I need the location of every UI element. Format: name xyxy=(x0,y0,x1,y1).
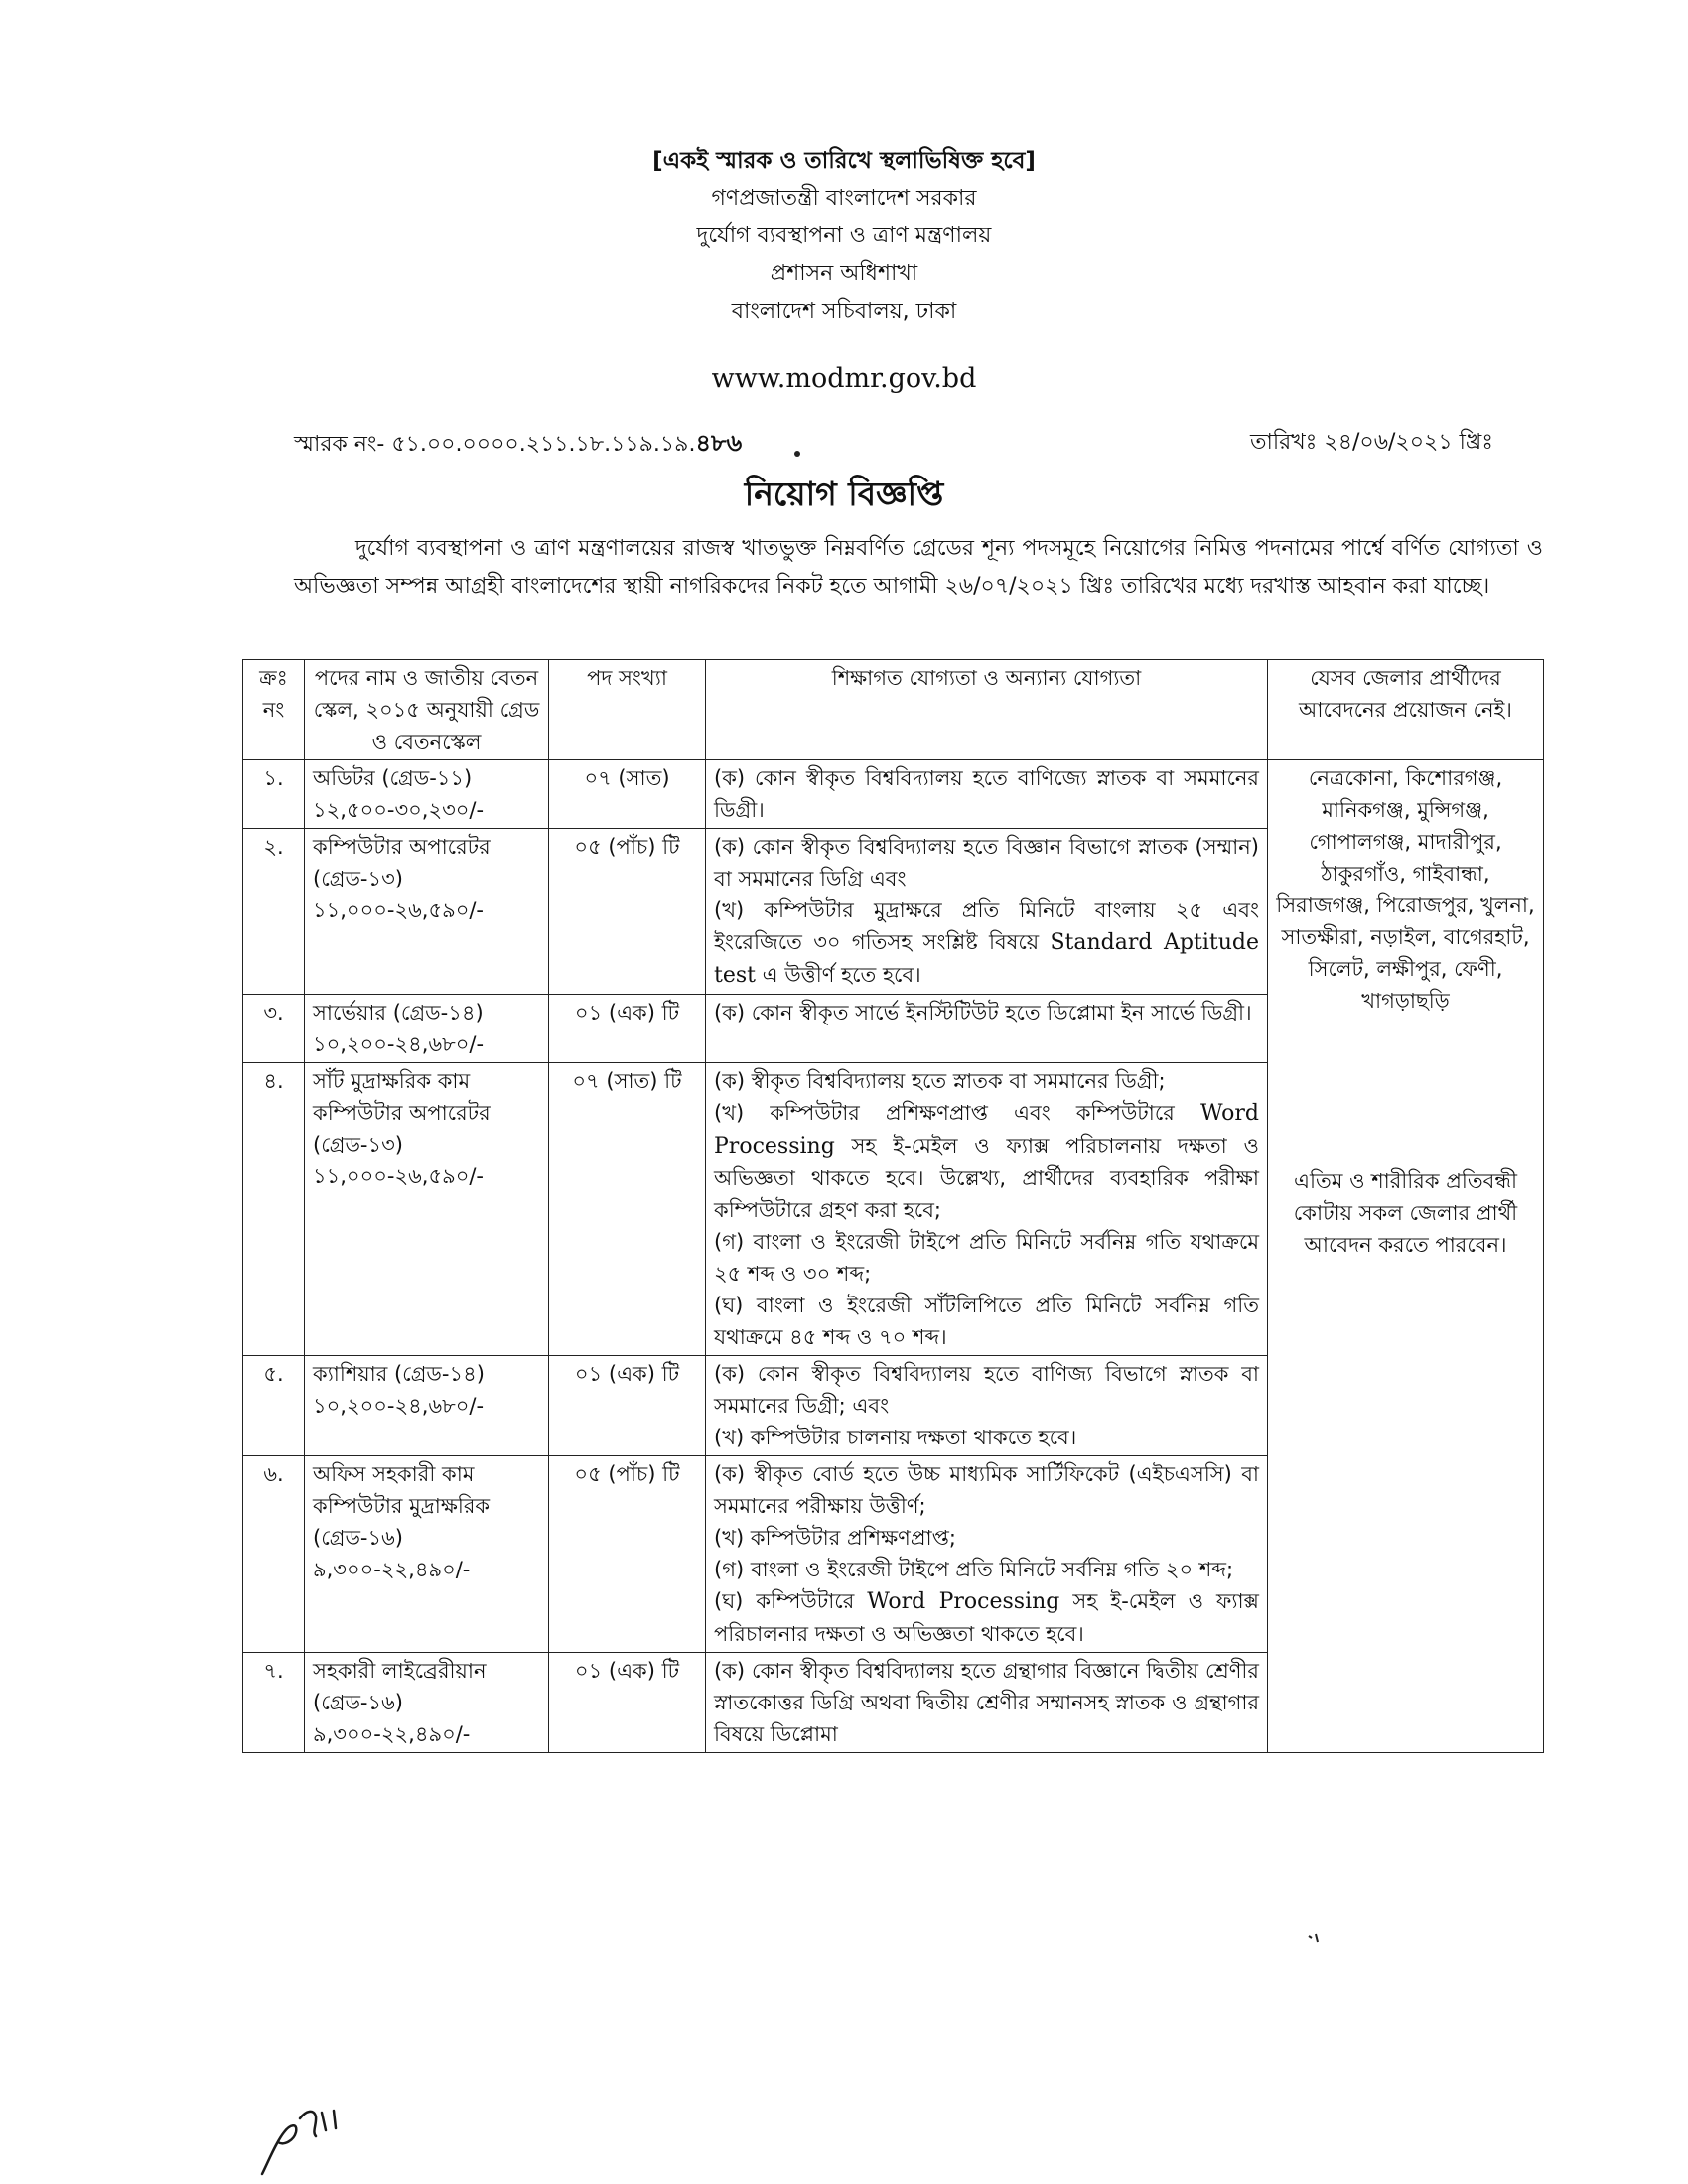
row-post xyxy=(305,760,549,829)
row-post xyxy=(305,1653,549,1753)
row-qualification xyxy=(706,1456,1268,1653)
pay-scale: ১০,২০০-২৪,৬৮০/- xyxy=(313,1032,485,1056)
qualification-tail: সহ ই-মেইল ও ফ্যাক্স পরিচালনার দক্ষতা ও অভিজ্ঞতা থাকতে হবে। xyxy=(714,1589,1259,1646)
post-name: অফিস সহকারী কাম কম্পিউটার মুদ্রাক্ষরিক (গ্রেড-১৬) xyxy=(313,1462,491,1550)
row-count: ০৫ (পাঁচ) টি xyxy=(549,829,706,995)
wing-name: প্রশাসন অধিশাখা xyxy=(770,261,918,286)
qualification-item: (খ) কম্পিউটার চালনায় দক্ষতা থাকতে হবে। xyxy=(714,1426,1077,1449)
ministry-name: দুর্যোগ ব্যবস্থাপনা ও ত্রাণ মন্ত্রণালয় xyxy=(696,223,992,248)
row-post xyxy=(305,1456,549,1653)
qualification-latin: Word Processing xyxy=(714,1101,1259,1159)
pay-scale: ১১,০০০-২৬,৫৯০/- xyxy=(313,1164,485,1188)
qualification-text: (খ) কম্পিউটার মুদ্রাক্ষরে প্রতি মিনিটে বাংলায় ২৫ এবং ইংরেজিতে ৩০ গতিসহ সংশ্লিষ্ট বিষয়ে xyxy=(714,898,1259,954)
header-serial: ক্রঃ নং xyxy=(243,660,305,760)
qualification-item xyxy=(714,894,1259,992)
row-serial: ৩. xyxy=(243,995,305,1063)
stray-mark xyxy=(794,451,800,457)
qualification-item: (ক) স্বীকৃত বিশ্ববিদ্যালয় হতে স্নাতক বা সমমানের ডিগ্রী; xyxy=(714,1069,1166,1093)
row-count: ০৭ (সাত) টি xyxy=(549,1063,706,1356)
pay-scale: ১১,০০০-২৬,৫৯০/- xyxy=(313,898,485,922)
row-count: ০৭ (সাত) xyxy=(549,760,706,829)
district-cell xyxy=(1268,760,1544,1753)
qualification-text: (ঘ) কম্পিউটারে xyxy=(714,1589,855,1613)
qualification-item: (গ) বাংলা ও ইংরেজী টাইপে প্রতি মিনিটে সর্বনিম্ন গতি যথাক্রমে ২৫ শব্দ ও ৩০ শব্দ; xyxy=(714,1230,1259,1286)
memo-date: তারিখঃ ২৪/০৬/২০২১ খ্রিঃ xyxy=(1249,430,1493,455)
table-header-row xyxy=(243,660,1544,760)
row-post xyxy=(305,1356,549,1456)
post-name: কম্পিউটার অপারেটর (গ্রেড-১৩) xyxy=(313,835,491,890)
header-districts: যেসব জেলার প্রার্থীদের আবেদনের প্রয়োজন নেই। xyxy=(1268,660,1544,760)
row-serial: ১. xyxy=(243,760,305,829)
memo-reference-prefix: স্মারক নং- ৫১.০০.০০০০.২১১.১৮.১১৯.১৯. xyxy=(294,432,696,457)
qualification-item xyxy=(714,1097,1259,1226)
row-qualification xyxy=(706,995,1268,1063)
office-location: বাংলাদেশ সচিবালয়, ঢাকা xyxy=(731,299,957,324)
row-qualification xyxy=(706,1356,1268,1456)
qualification-item xyxy=(714,1585,1259,1650)
stray-pen-mark xyxy=(1307,1932,1323,1944)
qualification-item: (ক) স্বীকৃত বোর্ড হতে উচ্চ মাধ্যমিক সার্টিফিকেট (এইচএসসি) বা সমমানের পরীক্ষায় উত্তীর্ণ; xyxy=(714,1462,1259,1518)
qualification-item: (ক) কোন স্বীকৃত বিশ্ববিদ্যালয় হতে বিজ্ঞান বিভাগে স্নাতক (সম্মান) বা সমমানের ডিগ্রি এবং xyxy=(714,835,1259,890)
initials-signature xyxy=(254,2103,363,2180)
memo-reference-number: ৪৮৬ xyxy=(695,429,743,457)
qualification-item: (ক) কোন স্বীকৃত সার্ভে ইনস্টিটিউট হতে ডিপ্লোমা ইন সার্ভে ডিগ্রী। xyxy=(714,1001,1252,1024)
row-count: ০৫ (পাঁচ) টি xyxy=(549,1456,706,1653)
table-row xyxy=(243,760,1544,829)
pay-scale: ৯,৩০০-২২,৪৯০/- xyxy=(313,1558,471,1581)
row-count: ০১ (এক) টি xyxy=(549,995,706,1063)
qualification-tail: সহ ই-মেইল ও ফ্যাক্স পরিচালনায় দক্ষতা ও অভিজ্ঞতা থাকতে হবে। উল্লেখ্য, প্রার্থীদের ব্যবহারিক পরীক্ষা কম্পিউটারে গ্রহণ করা হবে; xyxy=(714,1134,1259,1222)
post-name: সাঁট মুদ্রাক্ষরিক কাম কম্পিউটার অপারেটর (গ্রেড-১৩) xyxy=(313,1069,491,1157)
quota-note: এতিম ও শারীরিক প্রতিবন্ধী কোটায় সকল জেলার প্রার্থী আবেদন করতে পারবেন। xyxy=(1293,1169,1518,1257)
row-qualification xyxy=(706,1653,1268,1753)
website-link: www.modmr.gov.bd xyxy=(711,363,977,394)
row-count: ০১ (এক) টি xyxy=(549,1356,706,1456)
excluded-districts: নেত্রকোনা, কিশোরগঞ্জ, মানিকগঞ্জ, মুন্সিগঞ্জ, গোপালগঞ্জ, মাদারীপুর, ঠাকুরগাঁও, গাইবান্ধা, সিরাজগঞ্জ, পিরোজপুর, খুলনা, সাতক্ষীরা, নড়াইল, বাগেরহাট, সিলেট, লক্ষীপুর, ফেণী, খাগড়াছড়ি xyxy=(1276,766,1535,1013)
vacancy-table xyxy=(242,659,1544,1753)
pay-scale: ৯,৩০০-২২,৪৯০/- xyxy=(313,1722,471,1746)
header-qualification: শিক্ষাগত যোগ্যতা ও অন্যান্য যোগ্যতা xyxy=(706,660,1268,760)
memo-reference xyxy=(294,425,742,465)
row-qualification xyxy=(706,829,1268,995)
row-serial: ৫. xyxy=(243,1356,305,1456)
qualification-text: (খ) কম্পিউটার প্রশিক্ষণপ্রাপ্ত এবং কম্পিউটারে xyxy=(714,1101,1175,1125)
qualification-latin: Word Processing xyxy=(867,1589,1060,1614)
row-serial: ৭. xyxy=(243,1653,305,1753)
post-name: ক্যাশিয়ার (গ্রেড-১৪) xyxy=(313,1362,485,1386)
row-serial: ২. xyxy=(243,829,305,995)
row-post xyxy=(305,995,549,1063)
qualification-item: (ক) কোন স্বীকৃত বিশ্ববিদ্যালয় হতে বাণিজ্যে স্নাতক বা সমমানের ডিগ্রী। xyxy=(714,766,1259,822)
header-count: পদ সংখ্যা xyxy=(549,660,706,760)
pay-scale: ১২,৫০০-৩০,২৩০/- xyxy=(313,798,485,822)
row-count: ০১ (এক) টি xyxy=(549,1653,706,1753)
qualification-item: (ক) কোন স্বীকৃত বিশ্ববিদ্যালয় হতে গ্রন্থাগার বিজ্ঞানে দ্বিতীয় শ্রেণীর স্নাতকোত্তর ডিগ্রি অথবা দ্বিতীয় শ্রেণীর সম্মানসহ স্নাতক ও গ্রন্থাগার বিষয়ে ডিপ্লোমা xyxy=(714,1659,1259,1746)
supersede-notice: [একই স্মারক ও তারিখে স্থলাভিষিক্ত হবে] xyxy=(652,148,1036,174)
qualification-latin: Standard Aptitude test xyxy=(714,930,1259,988)
page-title: নিয়োগ বিজ্ঞপ্তি xyxy=(744,475,944,513)
post-name: সহকারী লাইব্রেরীয়ান (গ্রেড-১৬) xyxy=(313,1659,487,1714)
qualification-tail: এ উত্তীর্ণ হতে হবে। xyxy=(756,963,921,987)
post-name: অডিটর (গ্রেড-১১) xyxy=(313,766,473,790)
pay-scale: ১০,২০০-২৪,৬৮০/- xyxy=(313,1394,485,1418)
row-serial: ৬. xyxy=(243,1456,305,1653)
row-qualification xyxy=(706,760,1268,829)
qualification-item: (ঘ) বাংলা ও ইংরেজী সাঁটলিপিতে প্রতি মিনিটে সর্বনিম্ন গতি যথাক্রমে ৪৫ শব্দ ও ৭০ শব্দ। xyxy=(714,1294,1259,1349)
post-name: সার্ভেয়ার (গ্রেড-১৪) xyxy=(313,1001,484,1024)
header-post: পদের নাম ও জাতীয় বেতন স্কেল, ২০১৫ অনুযায়ী গ্রেড ও বেতনস্কেল xyxy=(305,660,549,760)
qualification-item: (গ) বাংলা ও ইংরেজী টাইপে প্রতি মিনিটে সর্বনিম্ন গতি ২০ শব্দ; xyxy=(714,1558,1234,1581)
qualification-item: (খ) কম্পিউটার প্রশিক্ষণপ্রাপ্ত; xyxy=(714,1526,956,1550)
qualification-item: (ক) কোন স্বীকৃত বিশ্ববিদ্যালয় হতে বাণিজ্য বিভাগে স্নাতক বা সমমানের ডিগ্রী; এবং xyxy=(714,1362,1259,1418)
row-serial: ৪. xyxy=(243,1063,305,1356)
government-name: গণপ্রজাতন্ত্রী বাংলাদেশ সরকার xyxy=(711,186,977,210)
intro-paragraph: দুর্যোগ ব্যবস্থাপনা ও ত্রাণ মন্ত্রণালয়ের রাজস্ব খাতভুক্ত নিম্নবর্ণিত গ্রেডের শূন্য পদসমূহে নিয়োগের নিমিত্ত পদনামের পার্শ্বে বর্ণিত যোগ্যতা ও অভিজ্ঞতা সম্পন্ন আগ্রহী বাংলাদেশের স্থায়ী নাগরিকদের নিকট হতে আগামী ২৬/০৭/২০২১ খ্রিঃ তারিখের মধ্যে দরখাস্ত আহবান করা যাচ্ছে। xyxy=(294,536,1543,599)
row-qualification xyxy=(706,1063,1268,1356)
row-post xyxy=(305,1063,549,1356)
row-post xyxy=(305,829,549,995)
